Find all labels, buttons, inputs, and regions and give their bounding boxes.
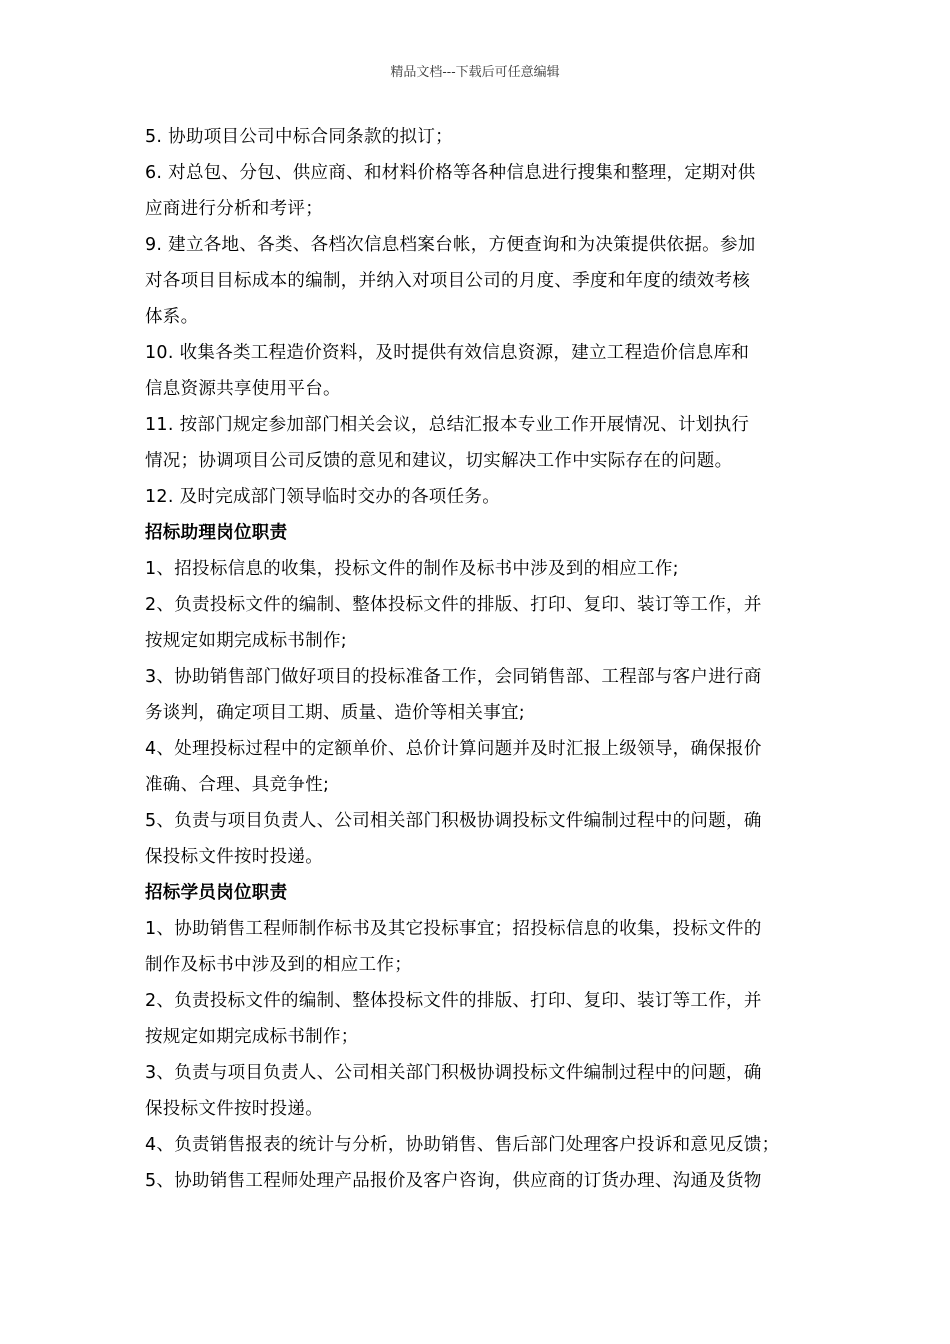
text-line: 务谈判，确定项目工期、质量、造价等相关事宜; xyxy=(145,703,525,723)
text-line: 1、招投标信息的收集，投标文件的制作及标书中涉及到的相应工作; xyxy=(145,559,679,579)
text-line: 按规定如期完成标书制作; xyxy=(145,631,347,651)
text-line: 6. 对总包、分包、供应商、和材料价格等各种信息进行搜集和整理，定期对供 xyxy=(145,163,756,183)
text-line: 5、负责与项目负责人、公司相关部门积极协调投标文件编制过程中的问题，确 xyxy=(145,811,762,831)
text-line: 按规定如期完成标书制作； xyxy=(145,1027,359,1047)
text-line: 10. 收集各类工程造价资料，及时提供有效信息资源，建立工程造价信息库和 xyxy=(145,343,750,363)
section-heading: 招标学员岗位职责 xyxy=(145,883,288,903)
text-line: 1、协助销售工程师制作标书及其它投标事宜；招投标信息的收集，投标文件的 xyxy=(145,919,762,939)
text-line: 5. 协助项目公司中标合同条款的拟订； xyxy=(145,127,453,147)
text-line: 对各项目目标成本的编制，并纳入对项目公司的月度、季度和年度的绩效考核 xyxy=(145,271,751,291)
text-line: 应商进行分析和考评； xyxy=(145,199,323,219)
text-line: 11. 按部门规定参加部门相关会议，总结汇报本专业工作开展情况、计划执行 xyxy=(145,415,750,435)
text-line: 体系。 xyxy=(145,307,199,327)
text-line: 2、负责投标文件的编制、整体投标文件的排版、打印、复印、装订等工作，并 xyxy=(145,991,762,1011)
text-line: 保投标文件按时投递。 xyxy=(145,847,323,867)
page-header: 精品文档---下载后可任意编辑 xyxy=(390,65,560,80)
text-line: 4、处理投标过程中的定额单价、总价计算问题并及时汇报上级领导，确保报价 xyxy=(145,739,762,759)
text-line: 准确、合理、具竞争性; xyxy=(145,775,330,795)
text-line: 12. 及时完成部门领导临时交办的各项任务。 xyxy=(145,487,500,507)
document-body xyxy=(145,119,810,1199)
text-line: 3、协助销售部门做好项目的投标准备工作，会同销售部、工程部与客户进行商 xyxy=(145,667,762,687)
text-line: 4、负责销售报表的统计与分析，协助销售、售后部门处理客户投诉和意见反馈； xyxy=(145,1135,780,1155)
text-line: 情况；协调项目公司反馈的意见和建议，切实解决工作中实际存在的问题。 xyxy=(145,451,733,471)
text-line: 9. 建立各地、各类、各档次信息档案台帐，方便查询和为决策提供依据。参加 xyxy=(145,235,756,255)
text-line: 信息资源共享使用平台。 xyxy=(145,379,341,399)
text-line: 3、负责与项目负责人、公司相关部门积极协调投标文件编制过程中的问题，确 xyxy=(145,1063,762,1083)
text-line: 保投标文件按时投递。 xyxy=(145,1099,323,1119)
section-heading: 招标助理岗位职责 xyxy=(145,523,288,543)
text-line: 制作及标书中涉及到的相应工作； xyxy=(145,955,412,975)
text-line: 5、协助销售工程师处理产品报价及客户咨询，供应商的订货办理、沟通及货物 xyxy=(145,1171,762,1191)
text-line: 2、负责投标文件的编制、整体投标文件的排版、打印、复印、装订等工作，并 xyxy=(145,595,762,615)
